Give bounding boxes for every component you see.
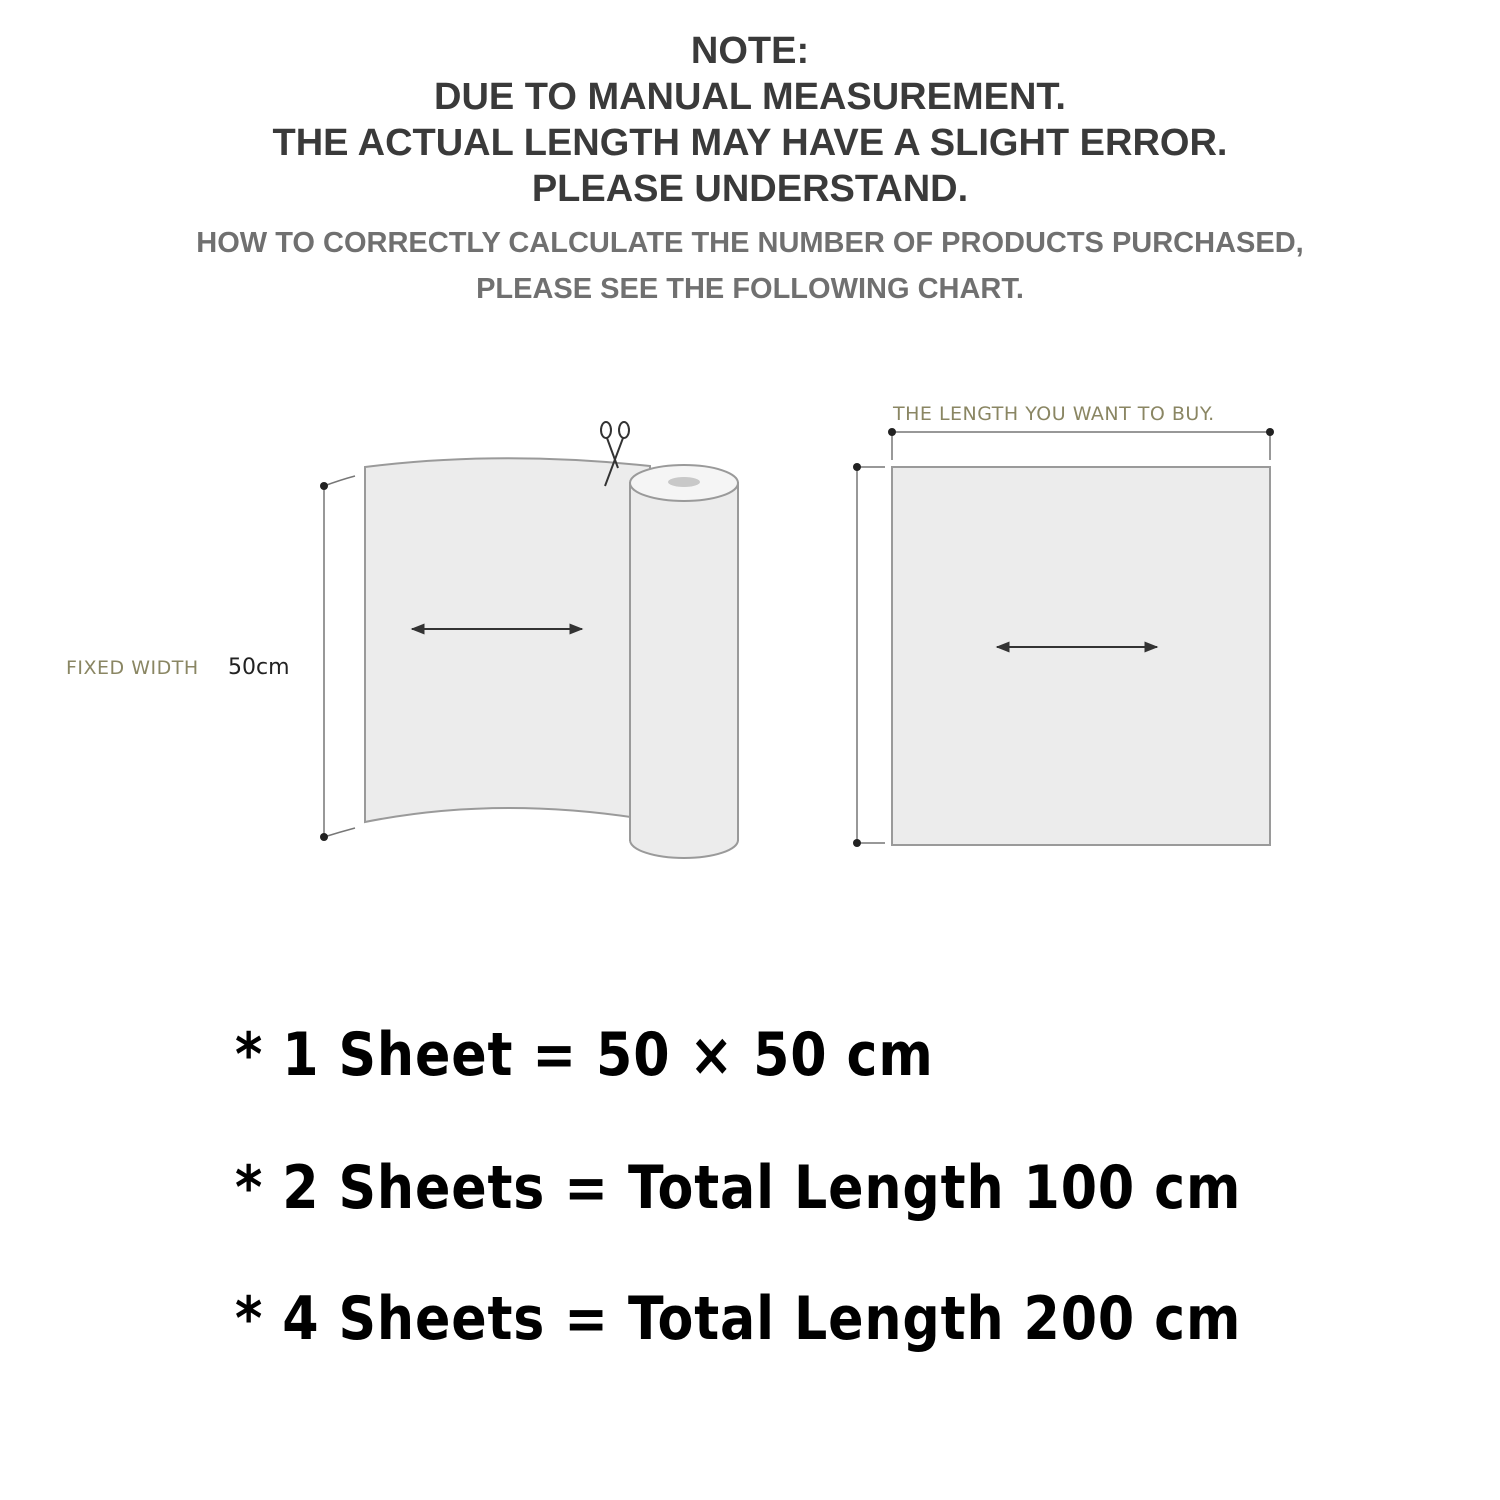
note-line-2: THE ACTUAL LENGTH MAY HAVE A SLIGHT ERROR. (272, 122, 1228, 164)
note-line-1: DUE TO MANUAL MEASUREMENT. (434, 76, 1066, 118)
paper-roll (630, 465, 738, 858)
length-label: THE LENGTH YOU WANT TO BUY. (893, 403, 1215, 425)
sheet-line-1: * 1 Sheet = 50 × 50 cm (235, 1020, 934, 1090)
sheet-line-3: * 4 Sheets = Total Length 200 cm (235, 1284, 1242, 1354)
note-title: NOTE: (690, 30, 810, 72)
length-dimension-line (888, 428, 1274, 460)
howto-line-2: PLEASE SEE THE FOLLOWING CHART. (476, 273, 1024, 305)
note-line-3: PLEASE UNDERSTAND. (531, 168, 969, 210)
sheet-height-dimension-line (853, 463, 885, 847)
unrolled-sheet (365, 458, 650, 822)
howto-line-1: HOW TO CORRECTLY CALCULATE THE NUMBER OF PRODUCTS PURCHASED, (196, 227, 1304, 259)
width-dimension-line (320, 476, 355, 841)
sheet-line-2: * 2 Sheets = Total Length 100 cm (235, 1153, 1242, 1223)
width-value: 50cm (228, 655, 290, 680)
flat-sheet (892, 467, 1270, 845)
width-label: FIXED WIDTH (66, 657, 199, 679)
